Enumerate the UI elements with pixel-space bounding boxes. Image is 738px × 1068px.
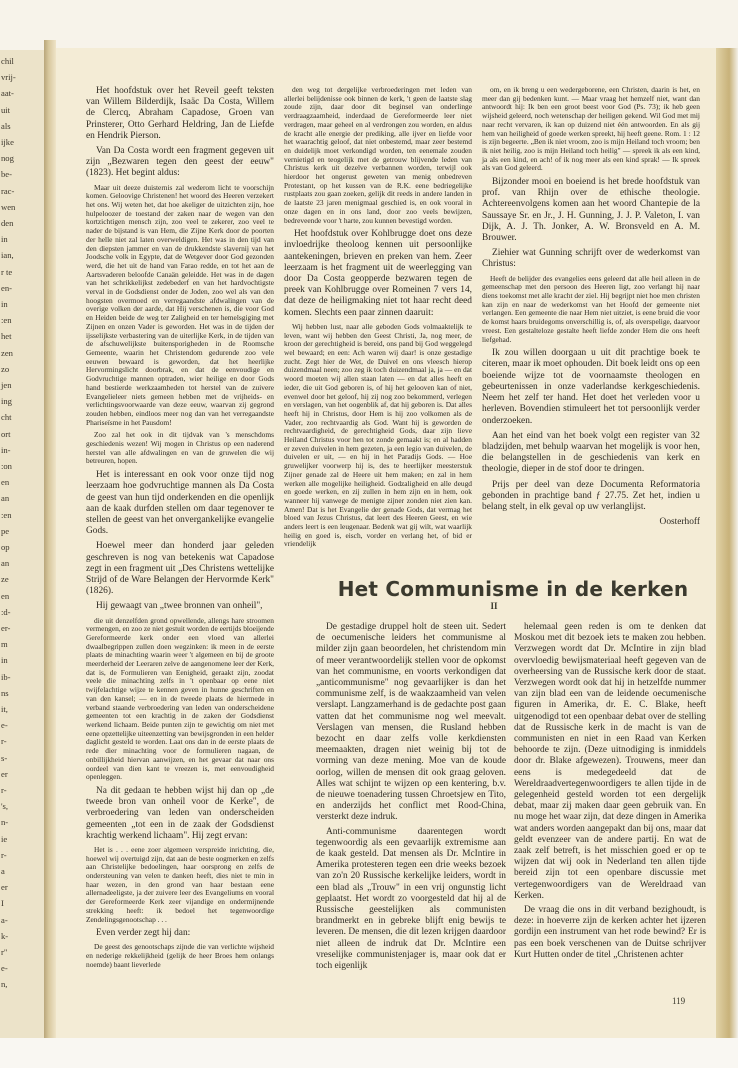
previous-page-fragment: zen bbox=[1, 347, 13, 358]
previous-page-fragment: r- bbox=[1, 785, 7, 795]
previous-page-fragment: m bbox=[1, 639, 8, 650]
previous-page-fragment: 's, bbox=[1, 801, 9, 812]
low1-paragraph: Anti-communisme daarentegen wordt tegenwoordig als een gevaarlijk extremisme aan de kaak gesteld. Dat mensen als Dr. McIntire in Amerika protesteren tegen een drie weeks bezoek van zo'n 20 Russische kerkelijke leiders, wordt in een blad als „Trouw" in een vrij ongunstig licht geplaatst. Het wordt zo voorgesteld dat hij al de Russische geestelijken als communisten brandmerkt en in gebreke blijft enig bewijs te leveren. De mensen, die dit lezen krijgen daardoor niet alleen de indruk dat Dr. McIntire een vreselijke communistenjager is, maar ook dat er toch eigenlijk bbox=[316, 826, 506, 972]
previous-page-fragment: cht bbox=[1, 412, 12, 423]
col3-paragraph: Heeft de belijder des evangelies eens geleerd dat alle heil alleen in de gemeenschap met den persoon des Heeren ligt, zoo verlangt hij naar diens toekomst met alle kracht der ziel. Hij begrijpt niet hoe men christen kan zijn en naar de wederkomst van het Hoofd der gemeente niet verlangen. Een gemeente die naar Hem niet uitziet, is eene bruid die voor de komst haars bruidegoms onverschillig is, of, als overspelige, daarvoor vreest. Een gestalteloze gestalte heeft liefde zonder Hem die ons heeft liefgehad. bbox=[482, 273, 700, 344]
scan-background-top bbox=[0, 0, 738, 50]
previous-page-fragment: rac- bbox=[1, 185, 15, 196]
column-3 bbox=[482, 86, 700, 532]
previous-page-fragment: er- bbox=[1, 623, 11, 633]
col3-paragraph: Aan het eind van het boek volgt een register van 32 bladzijden, met behulp waarvan het mogelijk is voor hen, die belangstellen in de geschiedenis van kerk en theologie, dieper in de stof door te dringen. bbox=[482, 430, 700, 475]
previous-page-fragment: zo bbox=[1, 363, 10, 374]
book-gutter bbox=[44, 40, 56, 1040]
col1-paragraph: Het is interessant en ook voor onze tijd nog leerzaam hoe godvruchtige mannen als Da Costa de geest van hun tijd onderkenden en die openlijk aan de kaak durfden stellen om daar tegenover te stellen de geest van het onvergankelijke evangelie Gods. bbox=[86, 470, 274, 537]
previous-page-fragment: chil bbox=[1, 56, 14, 66]
previous-page-fragment: r te bbox=[1, 266, 13, 277]
col1-paragraph: Het is . . . eene zoer algemeen verspreide inrichting, die, hoewel wij overtuigd zijn, dat aan de beste oogmerken en zelfs aan Christelijke bedoelingen, haar oorsprong en zelfs de ondersteuning van velen te danken heeft, dies niet te min in haar wezen, in den grond van haar bestaan eene allernadeeligste, ja der zuivere leer des Evangeliums en vooral der Gereformeerde Kerk zeer vijandige en ondermijnende strekking heeft: ik bedoel het tegenwoordige Zendelingsgenootschap . . . bbox=[86, 844, 274, 924]
previous-page-fragment: :on bbox=[1, 461, 12, 471]
col1-paragraph: Zoo zal het ook in dit tijdvak van 's menschdoms geschiedenis wezen! Wij mogen in Christus op een naderend herstel van alle afdwalingen en van de gruwelen die wij betreuren, hopen. bbox=[86, 430, 274, 466]
previous-page-fragment: en bbox=[1, 590, 10, 601]
previous-page-fragment: en- bbox=[1, 282, 12, 293]
previous-page-fragment: ian, bbox=[1, 250, 14, 261]
previous-page-fragment: ib- bbox=[1, 671, 11, 682]
col1-paragraph: die uit denzelfden grond opwellende, allengs hare stroomen vermengen, en zoo ze niet gestuit worden de eertijds bloeijende Gereformeerde kerk onder een vloed van allerlei dwaalbegrippen zullen doen wegzinken: ik meen in de eerste plaats de minachting waarin weer 't algemeen en bij de groote meerderheid der Leeraren zelve de aangenomene leer der Kerk, dat is, de Formulieren van Eenigheid, geraakt zijn, zoodat veele die minachting zelfs in 't openbaar op eene niet twijfelachtige wijze te kennen geven in hunne geschriften en van den kansel; — en in de tweede plaats de hiermede in verband staande verbroedering van leden van onderscheidene gemeenten tot een krachtig in de zaken der Godsdienst werkend lichaam. Beide punten zijn te gewichtig om niet met eene opzettelijke uiteenzetting van bewijsgronden in een helder daglicht gesteld te worden. Laat ons dan in de eerste plaats de rede dier minachting voor de formulieren nagaan, de onbillijkheid hiervan aanwijzen, en het gevaar dat naar ons oordeel van dien kant te vreezen is, met eenvoudigheid openleggen. bbox=[86, 615, 274, 782]
previous-page-fragment: r- bbox=[1, 849, 7, 860]
col2-paragraph: Wij hebben lust, naar alle geboden Gods volmaaktelijk te leven, want wij hebben den Geest Christi, Ja, nog meer, de kroon der gerechtigheid is bereid, ons pand bij God weggelegd wel bewaard; en een: Ach waren wij daar! is onze gestadige zucht. Zegt hier de Wet, de Duivel en ons vleesch hierop duizendmaal neen; zoo zeg ik toch duizendmaal ja, ja — en dat woord moeten wij allen staan laten — en dat alles heeft en ieder, die uit God geboren is, of hij het gelooven kan of niet, evenwel door het geloof, hij zij nog zoo bekommerd, verlegen en verslagen, van het oogenblik af, dat hij geboren is. Dat alles heeft hij in Christus, door Hem is hij zoo volkomen als de Vader, zoo rechtvaardig als God. Want hij is geworden de rechtvaardigheid, de gerechtigheid Gods, daar zijn lieve Heiland Christus voor hen tot zonde gemaakt is; en al hadden er zeven duivelen in hem gezeten, ja een legio van duivelen, de duivelen er uit, — en hij in het Paradijs Gods. — Hoe gruwelijker voorwerp hij is, des te heerlijker meesterstuk Zijner genade zal de Heere uit hem maken; en zal in hem werken alle mogelijke heiligheid. Godzaligheid en alle deugd en goede werken, en zij zullen in hem zijn en in hem, ook wanneer hij vanwege de menigte zijner zonden niet zien kan. Amen! Dat is het Evangelie der genade Gods, dat vermag het bloed van Jezus Christus, dat leert des Heeren Geest, en wie anders leert is een leugenaar. Bedenk wat gij wilt, wat waarlijk heilig en goed is, eisch, vorder en verlang het, of bid er vriendelijk bbox=[284, 321, 472, 549]
col1-paragraph: Hoewel meer dan honderd jaar geleden geschreven is nog van betekenis wat Capadose zegt in een fragment uit „Des Christens wettelijke Strijd of de Ware Belangen der Hervormde Kerk" (1826). bbox=[86, 541, 274, 597]
previous-page-fragment: aat- bbox=[1, 88, 14, 99]
previous-page-fragment: :en bbox=[1, 509, 12, 520]
col3-paragraph: Ik zou willen doorgaan u uit dit prachtige boek te citeren, maar ik moet ophouden. Dit boek leidt ons op een boeiende wijze tot de voornaamste theologen en gebeurtenissen in onze vaderlandse kerkgeschiedenis. Neem het zelf ter hand. Het doet het verleden voor u herleven. Bovendien stimuleert het tot persoonlijk verder onderzoeken. bbox=[482, 348, 700, 426]
col1-paragraph: Hij gewaagt van „twee bronnen van onheil", bbox=[96, 601, 263, 612]
previous-page-fragment: als bbox=[1, 120, 11, 131]
previous-page-fragment: nog bbox=[1, 153, 14, 164]
col3-paragraph: Prijs per deel van deze Documenta Reformatoria gebonden in prachtige band ƒ 27.75. Zet het, indien u belang stelt, in elk geval op uw verlanglijst. bbox=[482, 479, 700, 512]
previous-page-fragment: het bbox=[1, 331, 12, 342]
low2-paragraph: De vraag die ons in dit verband bezighoudt, is deze: in hoeverre zijn de kerken achter het ijzeren gordijn een instrument van het rode bewind? Er is pas een boek verschenen van de Duitse schrijver Kurt Hutten onder de titel „Christenen achter bbox=[514, 905, 706, 960]
previous-page-fragment: pe bbox=[1, 525, 10, 536]
previous-page-fragment: e- bbox=[1, 720, 8, 731]
previous-page-fragment: vrij- bbox=[1, 72, 16, 83]
previous-page-fragment: an bbox=[1, 558, 10, 569]
col3-paragraph: om, en ik breng u een wedergeborene, een Christen, daarin is het, en meer dan gij bedenken kunt. — Maar vraag het hemzelf niet, want dan antwoordt hij: Ik ben een groot beest voor God (Ps. 73); ik heb geen wijsheid geleerd, noch wetenschap der heiligen gekend. Wil God met mij naar recht vervaren, ik kan op duizend niet één antwoorden. En als gij hem van heiligheid of goede werken spreekt, hij heeft geene. Rom. 1 : 12 is zijn begeerte. „Ben ik niet vroom, zoo is mijn Heiland toch vroom; ben ik niet heilig, zoo is mijn Heiland toch heilig" — spreek ik als een kind, ja als een kind, en ach! of ik nog meer als een kind sprak! — Ik spreek als van God geleerd. bbox=[482, 85, 700, 173]
col1-paragraph: De geest des genootschaps zijnde die van verlichte wijsheid en nederige rekkelijkheid (gelijk de heer Broes hem onlangs noemde) baant lieverlede bbox=[86, 942, 274, 969]
col2-paragraph: den weg tot dergelijke verbroederingen met leden van allerlei belijdenisse ook binnen de kerk, 't geen de laatste slag zoude zijn, daar door dit beginsel van onderlinge verdraagzaamheid, inderdaad de Gereformeerde leer niet verdragen, maar geheel en al verdrongen zou worden, en aldus de kracht alle energie der prediking, alle ijver en liefde voor het waarachtig geloof, dat niet onbestemd, maar zeer bestemd en duidelijk moet verkondigd worden, ten eenemale zouden vernietigd en teogelijk met de getrouw blijvende leden van Christus kerk uit dezelve verbannen worden, terwijl ook hierdoor het ongerust geweten van menig onbedreven Protestant, op het kussen van de R.K. eene bedriegelijke rustplaats zou gaan zoeken, gelijk dit reeds in andere landen in de laatste 23 jaren menigmaal geschied is, en ook vooral in onze dagen en in ons land, door zoo veels bewijzen, bedreveende voor 't harte, zou kunnen bevestigd worden. bbox=[284, 85, 472, 225]
previous-page-fragment: op bbox=[1, 542, 10, 552]
previous-page-fragment: er bbox=[1, 768, 8, 779]
previous-page-fragment: ing bbox=[1, 396, 12, 407]
previous-page-fragment: ijke bbox=[1, 137, 14, 147]
previous-page-fragment: it, bbox=[1, 704, 8, 714]
previous-page-fragment: n, bbox=[1, 979, 8, 990]
col1-paragraph: Maar uit deeze duisternis zal wederom licht te voorschijn komen. Geloovige Christenen! het woord des Heeren verzekert het ons. Wij weten het, dat hoe akeliger de uitzichten zijn, hoe hulpeloozer de toestand der zaken naar de wegen van den kortzichtigen mensch zijn, zoo veel te zekerer, zoo veel te nader de bijstand is van Hem, die Zijne Kerk door de poorten der helle niet zal laten overweldigen. Het was in den tijd van den diepsten jammer en van de drukkendste slavernij van het Joodsche volk in Egypte, dat de Wetgever door God gezonden werd, die het uit de hand van Farao redde, en tot het aan de Aartsvaderen beloofde Canaän geleidde. Het was in de dagen van het schrikkelijkst zedebederf en van het hardvochtigste verval in de Godsdienst onder de Joden, zoo wel als van den hoogsten overmoed en verregaandste afdwalingen van de overige volken der aarde, dat Hij verschenen is, die voor God en Heiden beide de weg ter Zaligheid en ter hemelsgiging met Zijnen en onzen Vader is geworden. Het was in de tijden der ijsselijkste verbastering van de uiterlijke Kerk, in de tijden van de afschuwelijkste buitensporigheden in de Roomsche Gemeente, waarin het Christendom gedurende zoo vele eeuwen bewaard is geworden, dat het heerlijke Hervormingslicht doorbrak, en dat de eenvoudige en Godvruchtige mannen optraden, wier heilige en door Gods hand bestierde werkzaamheden tot herstel van de zuivere Evangelieleer niets gemeen hebben met de vrijheids- en verlichtingsvoorwaarde van deze eeuw, waarvan zij gegrond zouden hebben, eindloos meer nog dan van het verregaandste Phariseïsme in het Pausdom! bbox=[86, 182, 274, 427]
previous-page-fragment: in bbox=[1, 234, 8, 245]
previous-page-fragment: den bbox=[1, 218, 14, 228]
previous-page-fragment: er bbox=[1, 882, 8, 893]
previous-page-fragment: a- bbox=[1, 914, 8, 925]
previous-page-fragment: uit bbox=[1, 104, 11, 115]
previous-page-fragment: be- bbox=[1, 169, 12, 180]
previous-page-fragment: ie bbox=[1, 833, 8, 844]
previous-page-strip bbox=[0, 50, 44, 1038]
previous-page-fragment: in bbox=[1, 655, 8, 666]
previous-page-fragment: ort bbox=[1, 428, 11, 439]
previous-page-fragment: k- bbox=[1, 930, 9, 941]
col3-paragraph: Bijzonder mooi en boeiend is het brede hoofdstuk van prof. van Rhijn over de ethische theologie. Achtereenvolgens komen aan het woord Chantepie de la Saussaye Sr. en Jr., J. H. Gunning, J. J. P. Valeton, I. van Dijk, A. J. Th. Jonker, A. W. Bronsveld en A. M. Brouwer. bbox=[482, 177, 700, 244]
previous-page-fragment: I bbox=[1, 898, 4, 909]
previous-page-fragment: an bbox=[1, 493, 10, 504]
previous-page-fragment: :d- bbox=[1, 606, 11, 617]
low1-paragraph: De gestadige druppel holt de steen uit. Sedert de oecumenische leiders het communisme al milder zijn gaan beoordelen, het christendom min of meer verantwoordelijk stellen voor de opkomst van het communisme, en voorts verkondigen dat „anticommunisme" nog gevaarlijker is dan het communisme zelf, is de waakzaamheid van velen verslapt. Langzamerhand is de gedachte post gaan vatten dat het communisme nog wel meevalt. Verslagen van mensen, die Rusland hebben bezocht en daar zelfs volle kerkdiensten meemaakten, dragen niet weinig bij tot de vorming van deze mening. Moe van de koude oorlog, willen de mensen dit ook graag geloven. Alles wat schijnt te wijzen op een kentering, b.v. de nieuwe toenadering tussen Chroetsjew en Tito, en anderzijds het conflict met Rood-China, versterkt deze indruk. bbox=[316, 622, 506, 823]
col3-paragraph: Ziehier wat Gunning schrijft over de wederkomst van Christus: bbox=[482, 248, 700, 270]
col1-paragraph: Het hoofdstuk over het Reveil geeft teksten van Willem Bilderdijk, Isaäc Da Costa, Willem de Clercq, Abraham Capadose, Groen van Prinsterer, Otto Gerhard Heldring, Jan de Liefde en Hendrik Pierson. bbox=[86, 86, 274, 141]
article-heading: Het Communisme in de kerken bbox=[337, 577, 689, 601]
previous-page-fragment: r" bbox=[1, 947, 8, 957]
article-part-number: II bbox=[490, 601, 498, 611]
previous-page-fragment: a bbox=[1, 866, 5, 876]
article-column-1 bbox=[316, 622, 506, 975]
article-column-2 bbox=[514, 622, 706, 964]
low2-paragraph: helemaal geen reden is om te denken dat Moskou met dit bezoek iets te maken zou hebben. Verzwegen wordt dat Dr. McIntire in zijn blad overvloedig bewijsmateriaal heeft gegeven van de overheersing van de Russische kerk door de staat. Verzwegen wordt ook dat hij in hetzelfde nummer van zijn blad een van de leidende oecumenische figuren in Amerika, dr. E. C. Blake, heeft uitgenodigd tot een openbaar debat over de stelling dat de Russische kerk in de macht is van de communisten en niet in een Raad van Kerken behoorde te zijn. (Deze uitnodiging is inmiddels door dr. Blake afgewezen). Trouwens, meer dan eens is medegedeeld dat de Wereldraadvertegenwoordigers te allen tijde in de gelegenheid gesteld worden tot een dergelijk debat, maar zij maken daar geen gebruik van. En nu moge het waar zijn, dat deze dingen in Amerika wat anders worden aangepakt dan bij ons, maar dat geldt evenzeer van de andere partij. En wat de zaak zelf betreft, is het misschien goed er op te wijzen dat wij ook in Nederland ten allen tijde bereid zijn tot een openbare discussie met vertegenwoordigers van de Wereldraad van Kerken. bbox=[514, 622, 706, 901]
column-1 bbox=[86, 86, 274, 974]
previous-page-fragment: wen bbox=[1, 201, 16, 212]
page-edge-right bbox=[716, 48, 738, 1040]
page-number: 119 bbox=[672, 996, 686, 1006]
previous-page-fragment: n- bbox=[1, 817, 9, 828]
previous-page-fragment: e- bbox=[1, 963, 8, 974]
previous-page-fragment: in bbox=[1, 299, 8, 309]
previous-page-fragment: :en bbox=[1, 315, 12, 326]
col2-paragraph: Het hoofdstuk over Kohlbrugge doet ons deze invloedrijke theoloog kennen uit persoonlijke aantekeningen, brieven en preken van hem. Zeer leerzaam is het fragment uit de weerlegging van door Da Costa geopperde bezwaren tegen de preek van Kohlbrugge over Romeinen 7 vers 14, dat deze de heiligmaking niet tot haar recht deed komen. Slechts een paar zinnen daaruit: bbox=[284, 229, 472, 318]
column-2 bbox=[284, 86, 472, 553]
scan-background-bottom bbox=[0, 1038, 738, 1068]
col1-paragraph: Van Da Costa wordt een fragment gegeven uit zijn „Bezwaren tegen den geest der eeuw" (1823). Het begint aldus: bbox=[86, 146, 274, 179]
previous-page-fragment: r- bbox=[1, 736, 7, 747]
col1-paragraph: Na dit gedaan te hebben wijst hij dan op „de tweede bron van onheil voor de Kerke", de verbroedering van leden van onderscheiden gemeenten „tot een in de zaak der Godsdienst krachtig werkend lichaam". Hij zegt ervan: bbox=[86, 785, 274, 841]
previous-page-fragment: in- bbox=[1, 444, 11, 455]
previous-page-fragment: en bbox=[1, 477, 10, 488]
previous-page-fragment: ze bbox=[1, 574, 9, 585]
previous-page-fragment: ns bbox=[1, 687, 9, 698]
previous-page-fragment: jen bbox=[1, 380, 12, 390]
col3-paragraph: Oosterhoff bbox=[659, 517, 700, 528]
col1-paragraph: Even verder zegt hij dan: bbox=[96, 928, 191, 939]
previous-page-fragment: s- bbox=[1, 752, 8, 763]
